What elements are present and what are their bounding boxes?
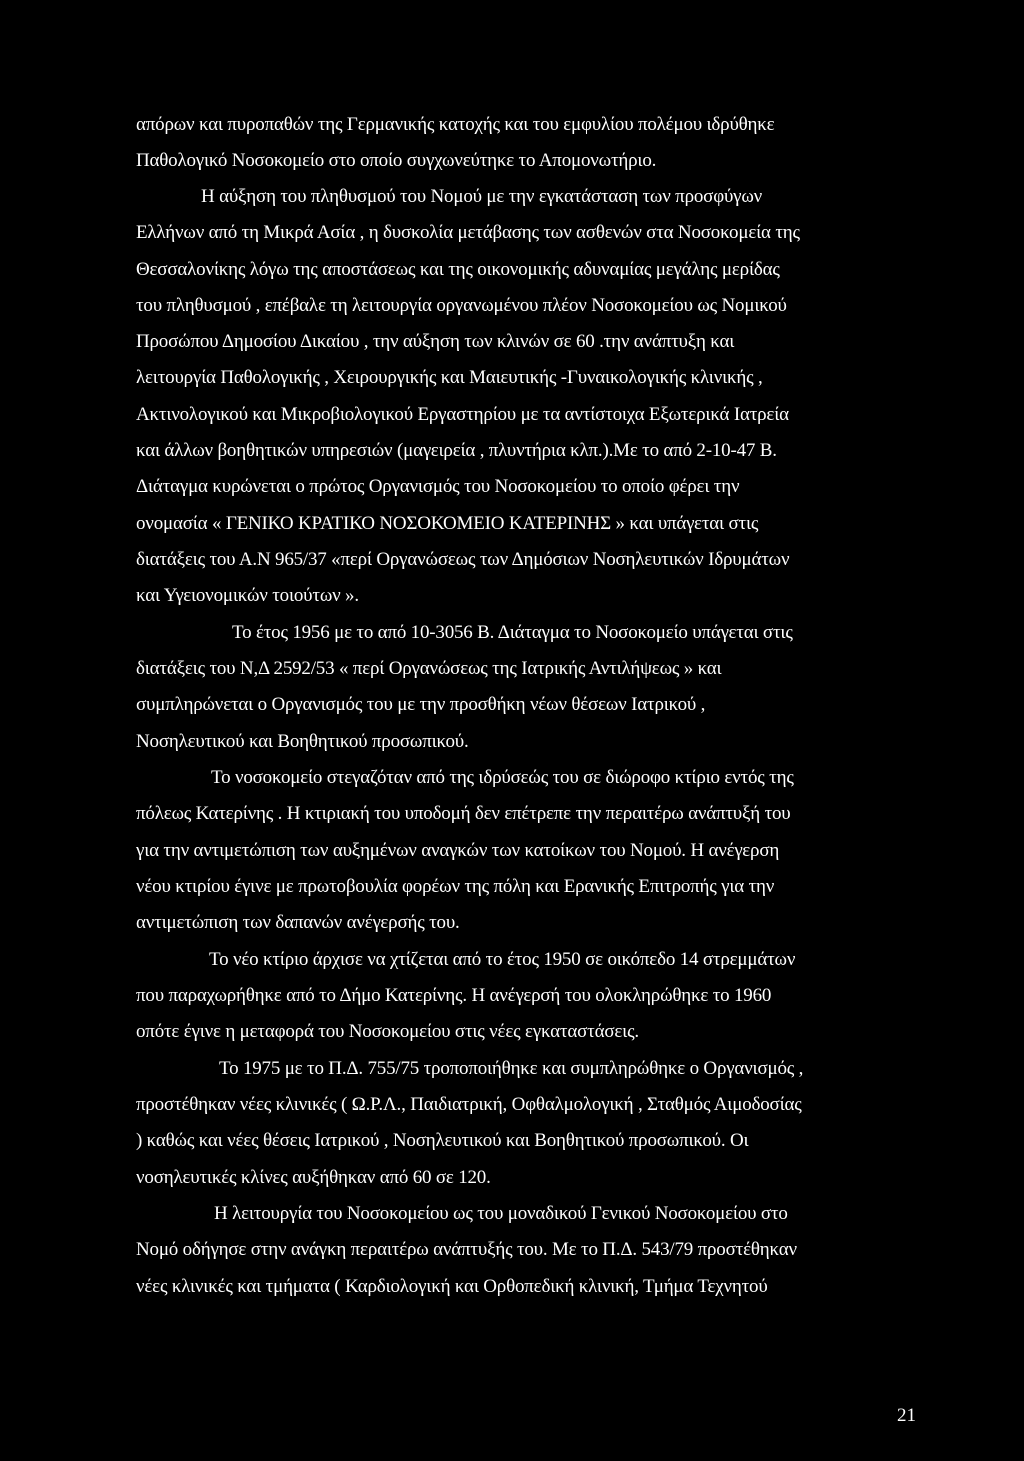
text-line: διατάξεις του Α.Ν 965/37 «περί Οργανώσεως των Δημόσιων Νοσηλευτικών Ιδρυμάτων	[136, 549, 790, 570]
text-line: που παραχωρήθηκε από το Δήμο Κατερίνης. Η ανέγερσή του ολοκληρώθηκε το 1960	[136, 985, 772, 1006]
page-number: 21	[897, 1405, 916, 1426]
text-line: Νοσηλευτικού και Βοηθητικού προσωπικού.	[136, 731, 469, 752]
text-line: νοσηλευτικές κλίνες αυξήθηκαν από 60 σε 120.	[136, 1167, 491, 1188]
text-line: Προσώπου Δημοσίου Δικαίου , την αύξηση των κλινών σε 60 .την ανάπτυξη και	[136, 331, 735, 352]
text-line: και άλλων βοηθητικών υπηρεσιών (μαγειρεία , πλυντήρια κλπ.).Με το από 2-10-47 Β.	[136, 440, 777, 461]
text-line: νέες κλινικές και τμήματα ( Καρδιολογική και Ορθοπεδική κλινική, Τμήμα Τεχνητού	[136, 1276, 768, 1297]
text-line: Το 1975 με το Π.Δ. 755/75 τροποποιήθηκε και συμπληρώθηκε ο Οργανισμός ,	[219, 1058, 804, 1079]
text-line: Το νέο κτίριο άρχισε να χτίζεται από το έτος 1950 σε οικόπεδο 14 στρεμμάτων	[209, 949, 796, 970]
text-line: Ακτινολογικού και Μικροβιολογικού Εργαστηρίου με τα αντίστοιχα Εξωτερικά Ιατρεία	[136, 404, 789, 425]
text-line: Θεσσαλονίκης λόγω της αποστάσεως και της οικονομικής αδυναμίας μεγάλης μερίδας	[136, 259, 780, 280]
text-line: διατάξεις του Ν,Δ 2592/53 « περί Οργανώσεως της Ιατρικής Αντιλήψεως » και	[136, 658, 722, 679]
text-line: του πληθυσμού , επέβαλε τη λειτουργία οργανωμένου πλέον Νοσοκομείου ως Νομικού	[136, 295, 787, 316]
text-line: ονομασία « ΓΕΝΙΚΟ ΚΡΑΤΙΚΟ ΝΟΣΟΚΟΜΕΙΟ ΚΑΤΕΡΙΝΗΣ » και υπάγεται στις	[136, 513, 759, 534]
text-line: Παθολογικό Νοσοκομείο στο οποίο συγχωνεύτηκε το Απομονωτήριο.	[136, 150, 657, 171]
text-line: αντιμετώπιση των δαπανών ανέγερσής του.	[136, 912, 460, 933]
text-line: απόρων και πυροπαθών της Γερμανικής κατοχής και του εμφυλίου πολέμου ιδρύθηκε	[136, 114, 775, 135]
text-line: ) καθώς και νέες θέσεις Ιατρικού , Νοσηλευτικού και Βοηθητικού προσωπικού. Οι	[136, 1130, 749, 1151]
text-line: Η αύξηση του πληθυσμού του Νομού με την εγκατάσταση των προσφύγων	[201, 186, 763, 207]
text-line: και Υγειονομικών τοιούτων ».	[136, 585, 359, 606]
text-line: Η λειτουργία του Νοσοκομείου ως του μοναδικού Γενικού Νοσοκομείου στο	[214, 1203, 788, 1224]
text-line: Το νοσοκομείο στεγαζόταν από της ιδρύσεώς του σε διώροφο κτίριο εντός της	[211, 767, 794, 788]
text-line: συμπληρώνεται ο Οργανισμός του με την προσθήκη νέων θέσεων Ιατρικού ,	[136, 694, 706, 715]
text-line: Διάταγμα κυρώνεται ο πρώτος Οργανισμός του Νοσοκομείου το οποίο φέρει την	[136, 476, 740, 497]
text-line: πόλεως Κατερίνης . Η κτιριακή του υποδομή δεν επέτρεπε την περαιτέρω ανάπτυξή του	[136, 803, 791, 824]
text-line: νέου κτιρίου έγινε με πρωτοβουλία φορέων της πόλη και Ερανικής Επιτροπής για την	[136, 876, 775, 897]
text-line: για την αντιμετώπιση των αυξημένων αναγκών των κατοίκων του Νομού. Η ανέγερση	[136, 840, 780, 861]
text-line: προστέθηκαν νέες κλινικές ( Ω.Ρ.Λ., Παιδιατρική, Οφθαλμολογική , Σταθμός Αιμοδοσίας	[136, 1094, 802, 1115]
text-line: Νομό οδήγησε στην ανάγκη περαιτέρω ανάπτυξής του. Με το Π.Δ. 543/79 προστέθηκαν	[136, 1239, 797, 1260]
text-line: λειτουργία Παθολογικής , Χειρουργικής και Μαιευτικής -Γυναικολογικής κλινικής ,	[136, 367, 763, 388]
text-line: Ελλήνων από τη Μικρά Ασία , η δυσκολία μετάβασης των ασθενών στα Νοσοκομεία της	[136, 222, 800, 243]
text-line: οπότε έγινε η μεταφορά του Νοσοκομείου στις νέες εγκαταστάσεις.	[136, 1021, 639, 1042]
text-line: Το έτος 1956 με το από 10-3056 Β. Διάταγμα το Νοσοκομείο υπάγεται στις	[232, 622, 793, 643]
